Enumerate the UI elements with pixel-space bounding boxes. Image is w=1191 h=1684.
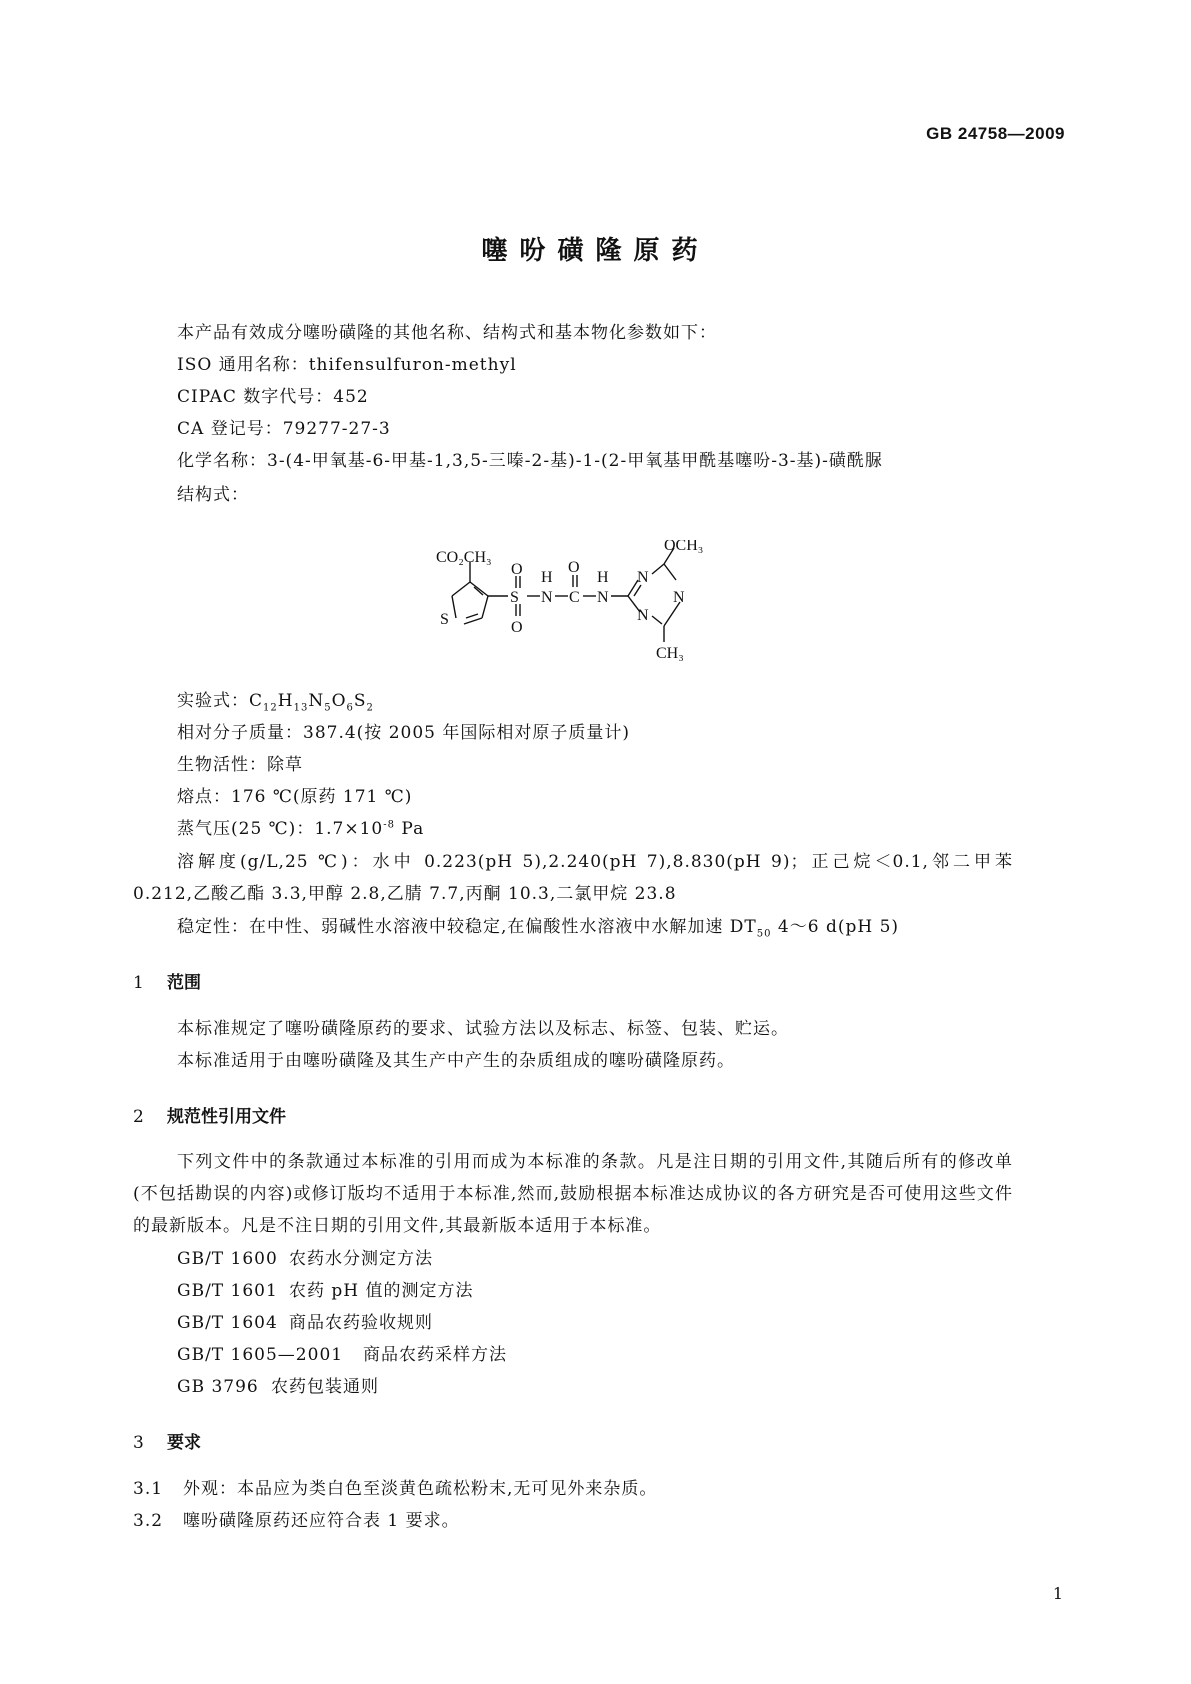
formula-o-urea: O bbox=[568, 559, 580, 576]
formula-c-urea: C bbox=[569, 589, 580, 606]
section-3-item-1: 3.1 外观：本品应为类白色至淡黄色疏松粉末,无可见外来杂质。 bbox=[133, 1479, 658, 1499]
reference-item: GB 3796 农药包装通则 bbox=[177, 1377, 379, 1397]
melting-point: 熔点：176 ℃(原药 171 ℃) bbox=[177, 787, 413, 807]
formula-o-top: O bbox=[511, 561, 523, 578]
formula-s-ring: S bbox=[440, 611, 449, 628]
section-3-item-2: 3.2 噻吩磺隆原药还应符合表 1 要求。 bbox=[133, 1511, 460, 1531]
formula-n-b: N bbox=[673, 589, 685, 606]
stability: 稳定性：在中性、弱碱性水溶液中较稳定,在偏酸性水溶液中水解加速 $DT_{50}$ 4～6 d(pH 5) bbox=[177, 917, 900, 940]
structural-formula bbox=[430, 540, 770, 680]
structure-label: 结构式： bbox=[177, 485, 249, 505]
section-2-para: 下列文件中的条款通过本标准的引用而成为本标准的条款。凡是注日期的引用文件,其随后所有的修改单(不包括勘误的内容)或修订版均不适用于本标准,然而,鼓励根据本标准达成协议的各方研究是否可使用这些文件的最新版本。凡是不注日期的引用文件,其最新版本适用于本标准。 bbox=[133, 1152, 1013, 1236]
chemical-name: 化学名称：3-(4-甲氧基-6-甲基-1,3,5-三嗪-2-基)-1-(2-甲氧基甲酰基噻吩-3-基)-磺酰脲 bbox=[177, 451, 883, 471]
formula-h2: H bbox=[597, 569, 609, 586]
ca-registry: CA 登记号：79277-27-3 bbox=[177, 419, 391, 439]
solubility: 溶解度(g/L,25 ℃)：水中 0.223(pH 5),2.240(pH 7),8.830(pH 9)；正己烷＜0.1,邻二甲苯 0.212,乙酸乙酯 3.3,甲醇 2.8,乙腈 7.7,丙酮 10.3,二氯甲烷 23.8 bbox=[133, 852, 1013, 904]
reference-item: GB/T 1604 商品农药验收规则 bbox=[177, 1313, 433, 1333]
section-3-heading: 3 要求 bbox=[133, 1433, 201, 1453]
cipac-code: CIPAC 数字代号：452 bbox=[177, 387, 369, 407]
formula-n-a: N bbox=[637, 569, 649, 586]
section-1-heading: 1 范围 bbox=[133, 973, 201, 993]
standard-number: GB 24758—2009 bbox=[926, 124, 1065, 143]
section-1-para-1: 本标准规定了噻吩磺隆原药的要求、试验方法以及标志、标签、包装、贮运。 bbox=[177, 1019, 789, 1039]
empirical-formula: 实验式：$C_{12}H_{13}N_5O_6S_2$ bbox=[177, 691, 374, 714]
formula-ch3: CH₃ bbox=[656, 645, 684, 662]
iso-common-name: ISO 通用名称：thifensulfuron-methyl bbox=[177, 355, 517, 375]
section-1-para-2: 本标准适用于由噻吩磺隆及其生产中产生的杂质组成的噻吩磺隆原药。 bbox=[177, 1051, 735, 1071]
intro-lead: 本产品有效成分噻吩磺隆的其他名称、结构式和基本物化参数如下： bbox=[177, 323, 717, 343]
bioactivity: 生物活性：除草 bbox=[177, 755, 303, 775]
formula-s-sulfonyl: S bbox=[510, 589, 519, 606]
molecular-weight: 相对分子质量：387.4(按 2005 年国际相对原子质量计) bbox=[177, 723, 631, 743]
vapor-pressure: 蒸气压(25 ℃)：$1.7\times 10^{-8}$ Pa bbox=[177, 819, 425, 839]
section-2-heading: 2 规范性引用文件 bbox=[133, 1107, 286, 1127]
reference-item: GB/T 1601 农药 pH 值的测定方法 bbox=[177, 1281, 474, 1301]
reference-item: GB/T 1605—2001 商品农药采样方法 bbox=[177, 1345, 507, 1365]
formula-n2: N bbox=[597, 589, 609, 606]
formula-och3: OCH₃ bbox=[664, 540, 704, 554]
page-title: 噻吩磺隆原药 bbox=[481, 236, 710, 266]
formula-h1: H bbox=[541, 569, 553, 586]
formula-o-bottom: O bbox=[511, 619, 523, 636]
formula-co2ch3: CO₂CH₃ bbox=[436, 549, 492, 566]
page-number: 1 bbox=[1052, 1584, 1063, 1603]
formula-n-c: N bbox=[637, 607, 649, 624]
reference-item: GB/T 1600 农药水分测定方法 bbox=[177, 1249, 433, 1269]
formula-n1: N bbox=[541, 589, 553, 606]
